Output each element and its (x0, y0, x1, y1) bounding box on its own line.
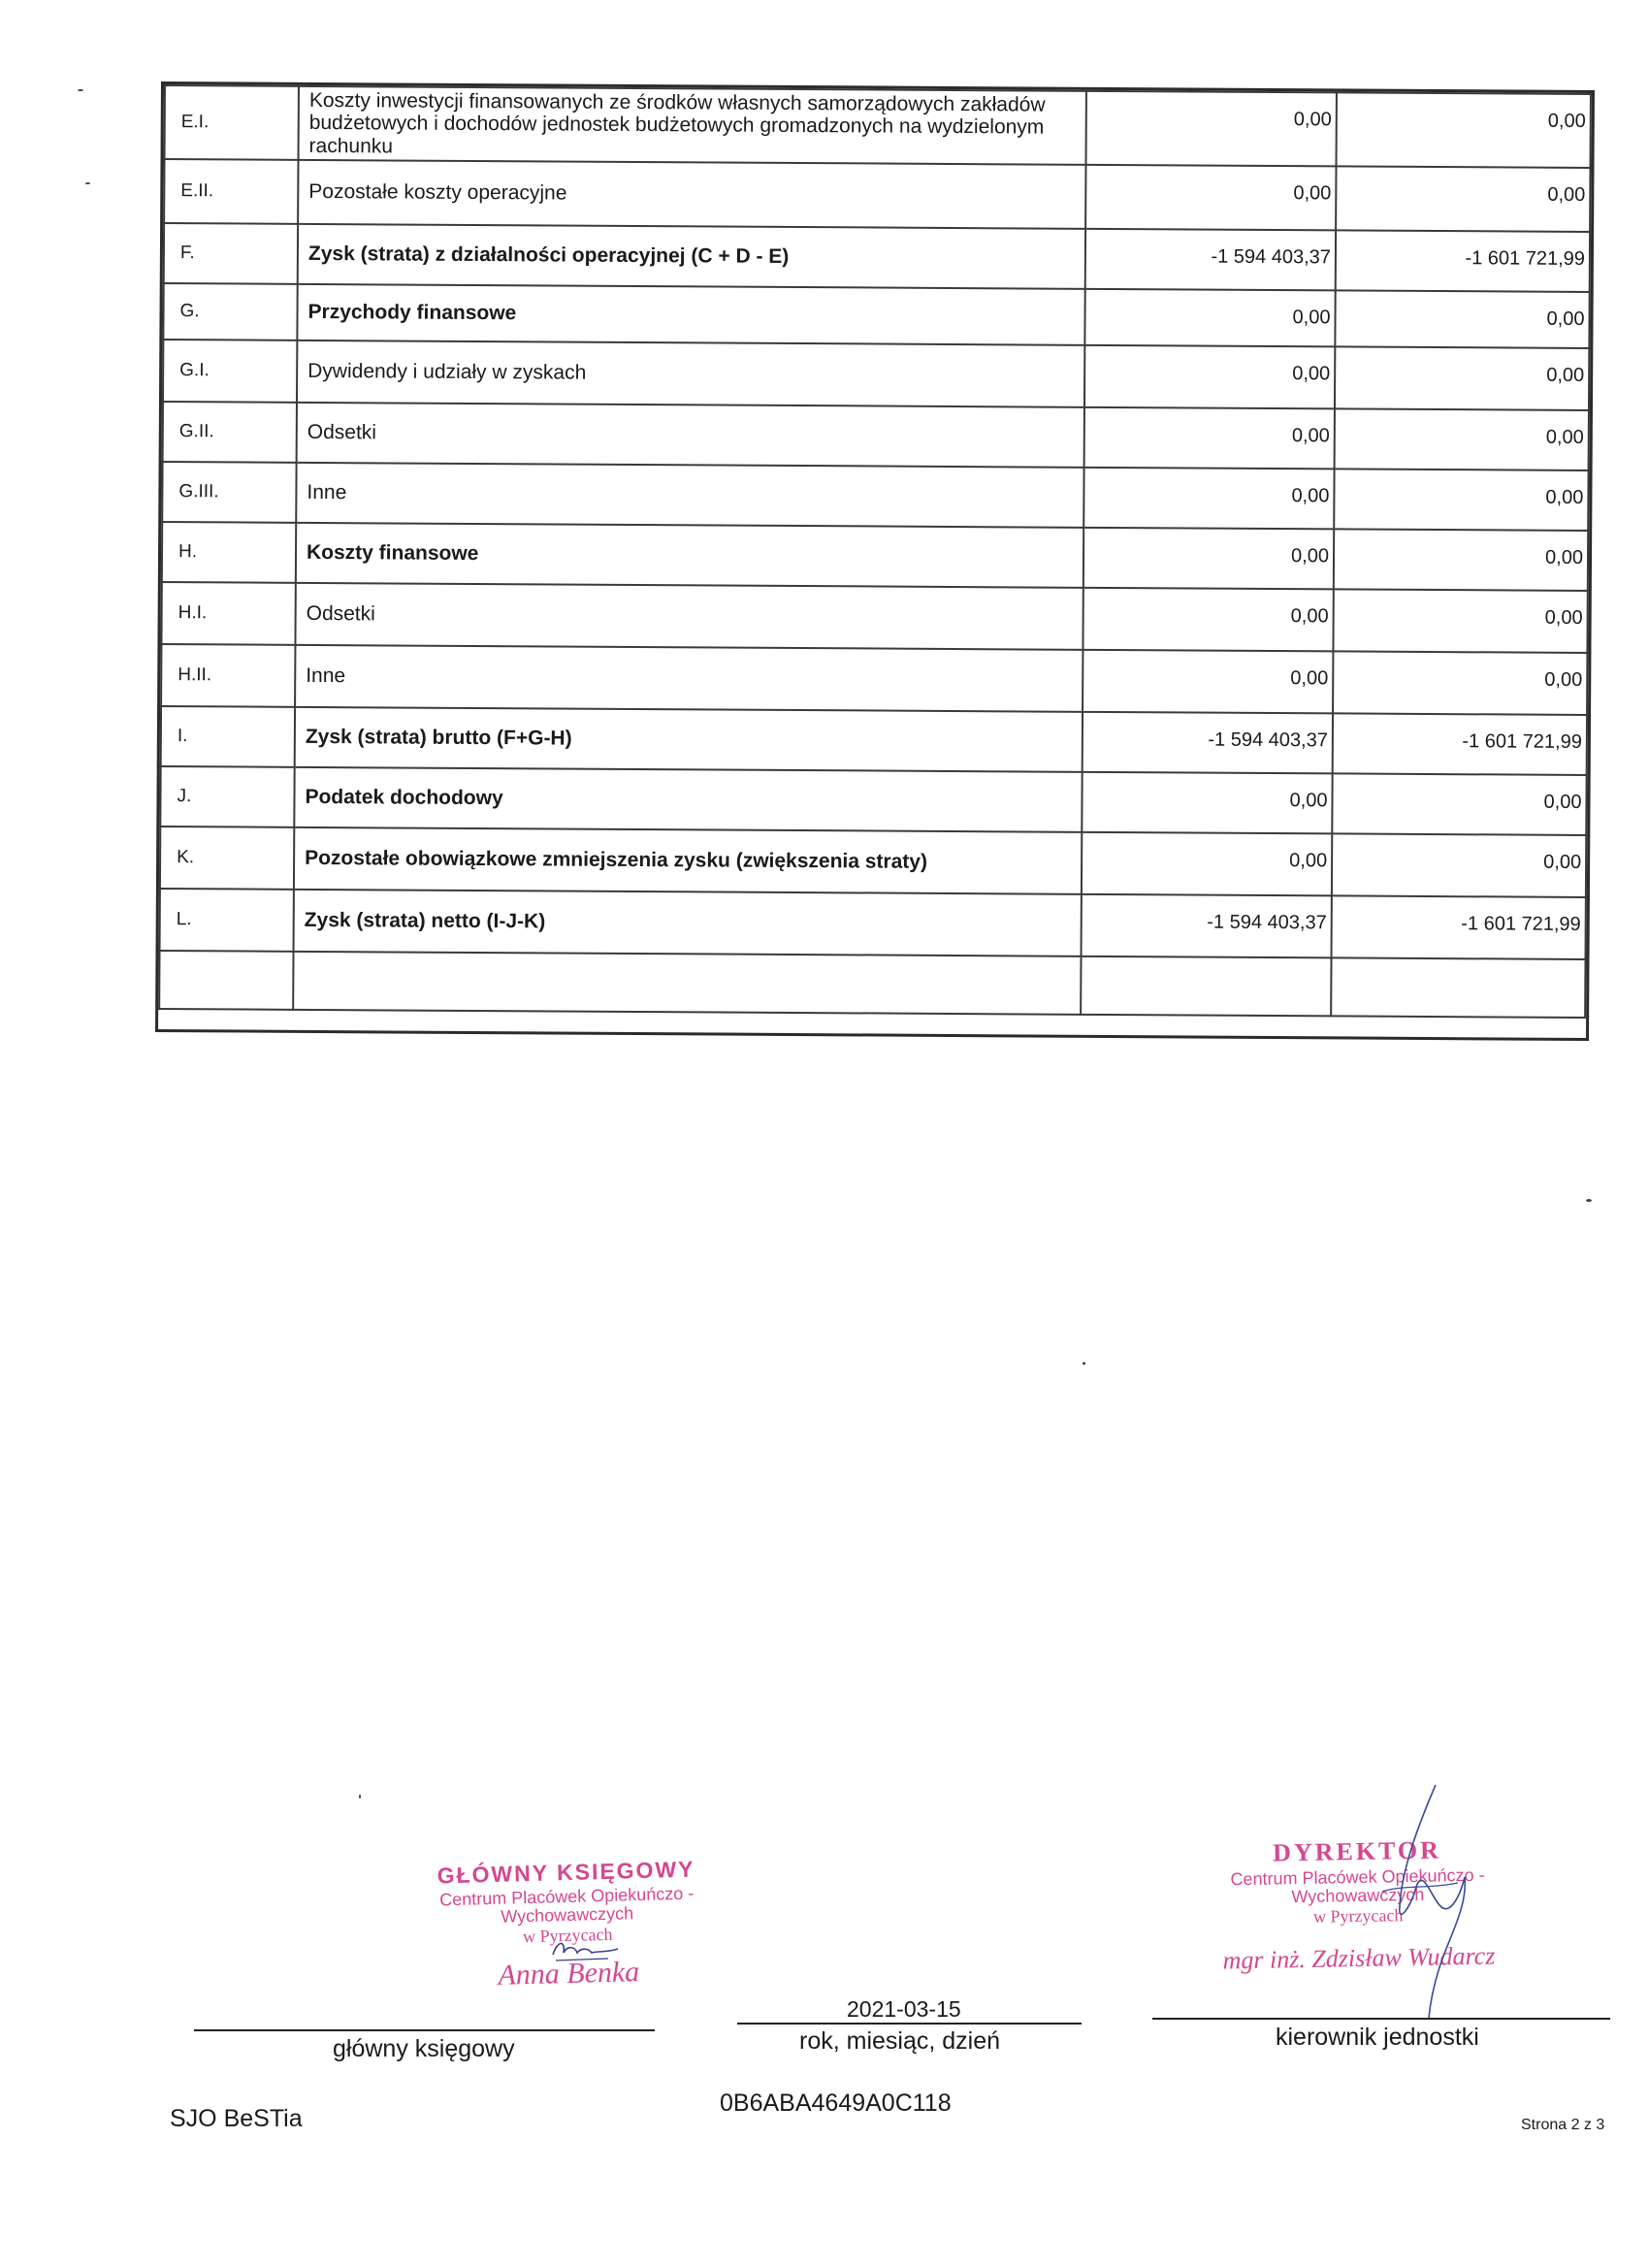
director-stamp-name: mgr inż. Zdzisław Wudarcz (1222, 1941, 1496, 1975)
accountant-signature (548, 1935, 626, 1964)
row-label: Zysk (strata) netto (I-J-K) (294, 890, 1082, 956)
row-value-previous: -1 601 721,99 (1332, 895, 1586, 959)
director-stamp-title: DYREKTOR (1272, 1835, 1442, 1867)
row-label: Dywidendy i udziały w zyskach (297, 340, 1084, 407)
row-value-current: 0,00 (1085, 165, 1336, 231)
scan-speck (1586, 1199, 1592, 1202)
row-label: Przychody finansowe (297, 284, 1084, 345)
row-value-previous: -1 601 721,99 (1333, 713, 1587, 775)
director-stamp-city: w Pyrzycach (1312, 1905, 1404, 1927)
row-value-current: -1 594 403,37 (1082, 894, 1332, 958)
row-value-previous: 0,00 (1334, 529, 1588, 591)
accountant-stamp (381, 1856, 753, 1993)
row-label: Odsetki (297, 403, 1084, 468)
row-code: L. (160, 889, 294, 952)
row-value-current: 0,00 (1083, 650, 1333, 714)
row-code: H.II. (161, 644, 295, 707)
row-value-current: 0,00 (1083, 588, 1333, 652)
page-number: Strona 2 z 3 (1521, 2117, 1605, 2133)
row-label: Pozostałe koszty operacyjne (298, 160, 1085, 229)
accountant-stamp-name: Anna Benka (498, 1955, 640, 1992)
scan-speck (78, 89, 83, 91)
row-label: Odsetki (295, 583, 1083, 650)
row-value-current: 0,00 (1082, 832, 1332, 896)
scan-speck (85, 182, 90, 184)
report-date: 2021-03-15 (847, 1996, 961, 2022)
accountant-label: główny księgowy (333, 2035, 515, 2062)
row-label: Inne (296, 463, 1083, 528)
row-value-previous: 0,00 (1332, 773, 1586, 835)
director-label: kierownik jednostki (1276, 2024, 1479, 2051)
row-label: Pozostałe obowiązkowe zmniejszenia zysku (zwiększenia straty) (294, 827, 1082, 894)
accountant-stamp-title: GŁÓWNY KSIĘGOWY (436, 1856, 695, 1889)
row-value-current: 0,00 (1083, 468, 1334, 530)
row-value-previous: 0,00 (1335, 346, 1589, 410)
row-code: E.I. (165, 85, 299, 160)
row-code: E.II. (164, 159, 298, 224)
row-value-current: 0,00 (1084, 345, 1335, 409)
accountant-stamp-city: w Pyrzycach (522, 1924, 613, 1947)
row-value-current: 0,00 (1084, 407, 1335, 470)
accountant-signature-line (194, 2029, 655, 2031)
accountant-stamp-org: Centrum Placówek Opiekuńczo -Wychowawczych (438, 1883, 695, 1927)
row-code: G.II. (163, 402, 297, 463)
row-label: Podatek dochodowy (294, 767, 1082, 832)
director-stamp-org: Centrum Placówek Opiekuńczo -Wychowawczych (1230, 1865, 1485, 1907)
scan-speck (1083, 1362, 1085, 1365)
row-label: Zysk (strata) z działalności operacyjnej (C + D - E) (298, 224, 1085, 289)
row-value-previous: 0,00 (1334, 469, 1588, 531)
row-value-previous: 0,00 (1333, 651, 1587, 715)
row-value-current: 0,00 (1083, 528, 1334, 590)
row-code: K. (160, 826, 294, 890)
row-code: G. (163, 283, 297, 340)
row-code: G.III. (162, 462, 296, 523)
row-value-current: 0,00 (1082, 772, 1332, 834)
system-name: SJO BeSTia (170, 2105, 303, 2132)
director-signature-line (1152, 2018, 1610, 2020)
row-label: Koszty finansowe (296, 523, 1083, 588)
row-label: Inne (295, 645, 1083, 712)
row-code: H. (162, 522, 296, 583)
row-label: Koszty inwestycji finansowanych ze środków własnych samorządowych zakładów budżetowych i dochodów jednostek budżetowych gromadzonych na wydzielonym rachunku (299, 86, 1086, 165)
document-code: 0B6ABA4649A0C118 (720, 2090, 952, 2117)
row-value-previous: 0,00 (1335, 290, 1589, 348)
row-label: Zysk (strata) brutto (F+G-H) (295, 707, 1083, 772)
row-value-current: -1 594 403,37 (1083, 712, 1333, 774)
row-code: I. (161, 706, 295, 767)
row-value-previous: 0,00 (1333, 589, 1587, 653)
row-value-current: 0,00 (1085, 91, 1336, 167)
row-code: J. (160, 766, 294, 827)
row-value-current: 0,00 (1084, 289, 1335, 347)
row-code: F. (164, 223, 298, 284)
director-signature (1343, 1780, 1489, 2023)
row-code: H.I. (161, 582, 295, 645)
row-value-previous: 0,00 (1332, 833, 1586, 897)
date-line (737, 2023, 1082, 2025)
row-value-previous: -1 601 721,99 (1336, 230, 1590, 292)
row-value-current: -1 594 403,37 (1085, 229, 1336, 291)
scan-speck (359, 1795, 361, 1798)
date-label: rok, miesiąc, dzień (799, 2027, 1001, 2055)
row-value-previous: 0,00 (1335, 408, 1589, 470)
row-value-previous: 0,00 (1336, 92, 1590, 168)
row-code: G.I. (163, 340, 297, 403)
row-value-previous: 0,00 (1336, 166, 1590, 232)
